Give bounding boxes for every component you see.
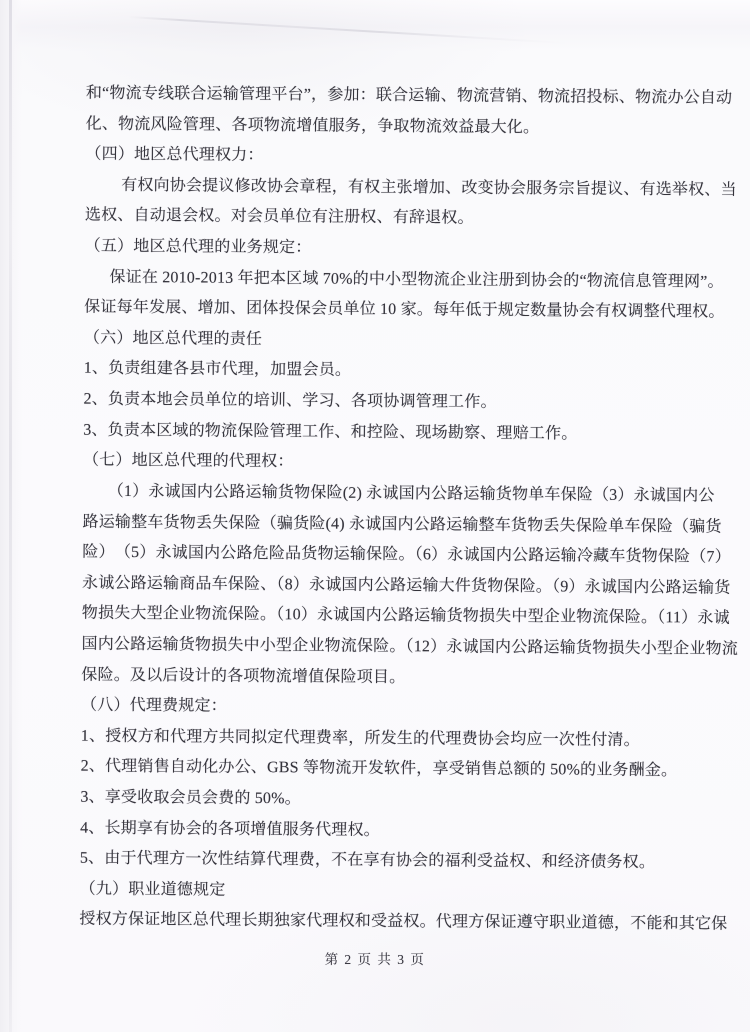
list-item-line: 5、由于代理方一次性结算代理费，不在享有协会的福利受益权、和经济债务权。 [79,849,656,872]
list-item-line: 1、负责组建各县市代理，加盟会员。 [83,360,352,380]
paragraph-line: 有权向协会提议修改协会章程，有权主张增加、改变协会服务宗旨提议、有选举权、当 [121,176,737,199]
list-item-line: 3、负责本区域的物流保险管理工作、和控险、现场勘察、理赔工作。 [83,421,578,443]
paragraph-line: （1）永诚国内公路运输货物保险(2) 永诚国内公路运输货物单车保险（3）永诚国内公 [107,482,715,505]
paragraph-line: 和“物流专线联合运输管理平台”，参加：联合运输、物流营销、物流招投标、物流办公自动 [85,84,733,107]
section-heading: （九）职业道德规定 [79,880,226,899]
list-item-line: 2、负责本地会员单位的培训、学习、各项协调管理工作。 [83,390,497,411]
scan-paper-fold-line [9,0,12,1032]
scan-crease-artifact [128,16,567,44]
paragraph-line: 路运输整车货物丢失保险（骗货险(4) 永诚国内公路运输整车货物丢失保险单车保险（骗货 [82,513,722,536]
list-item-line: 2、代理销售自动化办公、GBS 等物流开发软件，享受销售总额的 50%的业务酬金。 [80,758,678,780]
section-heading: （五）地区总代理的业务规定： [84,237,312,257]
paragraph-line: 保险。及以后设计的各项物流增值保险项目。 [81,666,406,686]
page-number: 第 2 页 共 3 页 [324,952,426,967]
paragraph-line: 国内公路运输货物损失中小型企业物流保险。（12）永诚国内公路运输货物损失小型企业物流 [81,635,739,658]
document-body [79,79,739,941]
paragraph-line: 保证在 2010-2013 年把本区域 70%的中小型物流企业注册到协会的“物流信息管理网”。 [109,268,724,291]
section-heading: （四）地区总代理权力： [85,145,264,165]
section-heading: （八）代理费规定： [81,696,227,715]
paragraph-line: 保证每年发展、增加、团体投保会员单位 10 家。每年低于规定数量协会有权调整代理权。 [84,298,725,321]
paragraph-line: 授权方保证地区总代理长期独家代理权和受益权。代理方保证遵守职业道德，不能和其它保 [79,911,728,934]
paragraph-line: 选权、自动退会权。对会员单位有注册权、有辞退权。 [84,207,474,228]
list-item-line: 1、授权方和代理方共同拟定代理费率，所发生的代理费协会均应一次性付清。 [80,727,640,749]
paragraph-line: 险） （5）永诚国内公路危险品货物运输保险。（6）永诚国内公路运输冷藏车货物保险（7） [82,543,731,566]
paragraph-line: 永诚公路运输商品车保险、（8）永诚国内公路运输大件货物保险。（9）永诚国内公路运输货 [81,574,731,597]
paragraph-line: 化、物流风险管理、各项物流增值服务，争取物流效益最大化。 [85,115,540,136]
list-item-line: 3、享受收取会员会费的 50%。 [80,788,301,808]
section-heading: （七）地区总代理的代理权： [82,451,294,471]
section-heading: （六）地区总代理的责任 [83,329,263,348]
paragraph-line: 物损失大型企业物流保险。（10）永诚国内公路运输货物损失中型企业物流保险。（11）永诚 [81,604,730,628]
list-item-line: 4、长期享有协会的各项增值服务代理权。 [80,819,380,839]
